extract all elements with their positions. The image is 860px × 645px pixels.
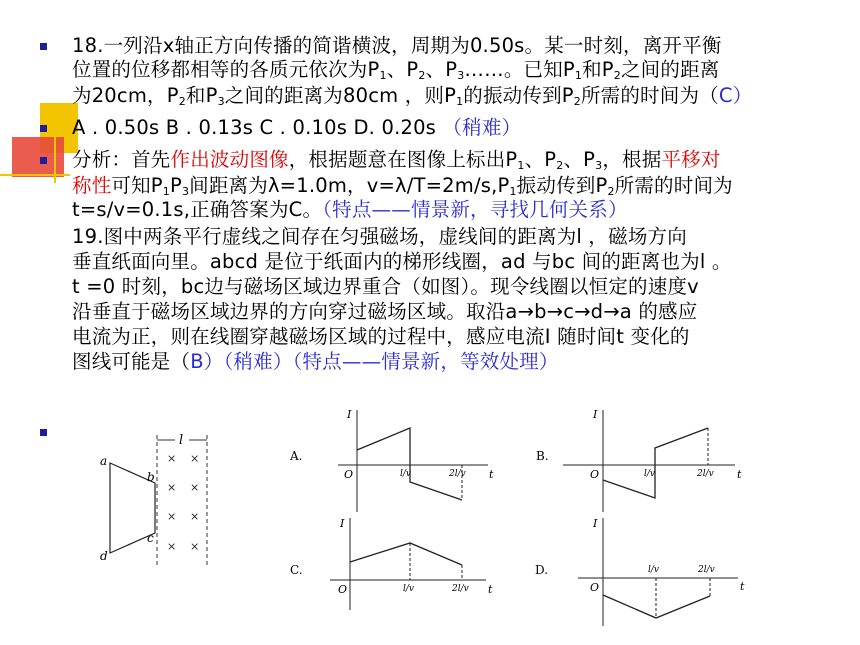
graph-d-label: D.: [535, 563, 549, 577]
svg-text:×: ×: [190, 452, 200, 465]
svg-text:×: ×: [190, 481, 200, 494]
q19-line-6: 图线可能是（B）（稍难）（特点——情景新，等效处理）: [72, 350, 559, 373]
graph-a-tick1: l/v: [400, 469, 411, 479]
bullet: [40, 157, 47, 164]
q18-difficulty: （稍难）: [442, 116, 522, 139]
q19-line-4: 沿垂直于磁场区域边界的方向穿过磁场区域。取沿a→b→c→d→a 的感应: [72, 300, 698, 323]
analysis-line-2: 称性可知$P_1P_3$间距离为λ=1.0m，$v=\lambda/T=2m/s,P_1$振动传到$P_2$所需的时间为: [72, 174, 733, 198]
field-width-label: l: [179, 433, 184, 448]
graph-a-axis-i: I: [347, 408, 352, 421]
graph-d: [578, 518, 738, 626]
q19-line-2: 垂直纸面向里。abcd 是位于纸面内的梯形线圈，ad 与bc 间的距离也为l 。: [72, 250, 732, 273]
trapezoid-coil: [110, 463, 155, 553]
graph-d-tick2: 2l/v: [698, 565, 715, 575]
corner-a-label: a: [100, 454, 108, 468]
bullet: [40, 125, 47, 132]
graph-c-origin: O: [338, 583, 348, 596]
graph-d-axis-t: t: [740, 580, 745, 593]
svg-text:×: ×: [167, 481, 177, 494]
graph-c-tick2: 2l/v: [452, 584, 469, 594]
corner-c-label: c: [147, 531, 154, 545]
analysis-line-1: 分析：首先作出波动图像，根据题意在图像上标出$P_1$、$P_2$、$P_3$，根据平移对: [72, 148, 721, 172]
q19-line-1: 19.图中两条平行虚线之间存在匀强磁场，虚线间的距离为l ，磁场方向: [72, 225, 687, 248]
graph-a-label: A.: [290, 449, 303, 463]
graph-c: [330, 518, 486, 610]
decor-yellow-line: [0, 174, 70, 176]
svg-text:×: ×: [190, 540, 200, 553]
graph-b: [563, 410, 735, 512]
svg-text:×: ×: [167, 540, 177, 553]
q19-line-3: t =0 时刻，bc边与磁场区域边界重合（如图）。现令线圈以恒定的速度v: [72, 275, 699, 298]
corner-d-label: d: [100, 549, 108, 563]
q18-options: A . 0.50s B . 0.13s C . 0.10s D. 0.20s （稍难）: [72, 116, 522, 139]
graph-c-axis-i: I: [340, 517, 345, 530]
graph-c-tick1: l/v: [403, 584, 414, 594]
graph-a-axis-t: t: [489, 468, 494, 481]
graph-d-tick1: l/v: [648, 565, 659, 575]
graph-a-tick2: 2l/v: [449, 469, 466, 479]
graph-b-tick2: 2l/v: [697, 469, 714, 479]
graph-b-tick1: l/v: [644, 469, 655, 479]
graph-b-label: B.: [536, 449, 549, 463]
svg-text:×: ×: [190, 510, 200, 523]
q18-line-3: 为20cm，$P_2$和$P_3$之间的距离为80cm ，则$P_1$的振动传到$P_2$所需的时间为（C）: [72, 84, 753, 108]
graph-c-label: C.: [290, 563, 303, 577]
magnetic-field-region: [157, 435, 207, 568]
graph-b-axis-t: t: [737, 468, 742, 481]
graph-b-axis-i: I: [593, 408, 598, 421]
graph-b-origin: O: [590, 468, 600, 481]
graph-a: [338, 410, 488, 512]
q18-line-2: 位置的位移都相等的各质元依次为$P_1$、$P_2$、$P_3\dots\dots$。已知$P_1$和$P_2$之间的距离: [72, 58, 720, 82]
graph-a-origin: O: [344, 468, 354, 481]
svg-text:×: ×: [167, 510, 177, 523]
analysis-feature: （特点——情景新，寻找几何关系）: [322, 198, 628, 221]
corner-b-label: b: [147, 470, 155, 484]
svg-text:×: ×: [167, 452, 177, 465]
q19-line-5: 电流为正，则在线圈穿越磁场区域的过程中，感应电流I 随时间t 变化的: [72, 325, 690, 348]
bullet: [40, 43, 47, 50]
q18-answer: C）: [718, 84, 753, 107]
q19-answer: B）（稍难）（特点——情景新，等效处理）: [190, 350, 559, 373]
graph-d-origin: O: [590, 581, 600, 594]
field-crosses: [167, 452, 199, 553]
graph-c-axis-t: t: [488, 583, 493, 596]
q18-line-1: 18.一列沿x轴正方向传播的简谐横波，周期为0.50s。某一时刻，离开平衡: [72, 34, 722, 57]
decor-yellow-vline: [54, 103, 56, 183]
analysis-line-3: t=s/v=0.1s,正确答案为C。（特点——情景新，寻找几何关系）: [72, 198, 628, 221]
bullet: [40, 429, 47, 436]
graph-d-axis-i: I: [593, 517, 598, 530]
decor-red-block: [12, 137, 64, 177]
